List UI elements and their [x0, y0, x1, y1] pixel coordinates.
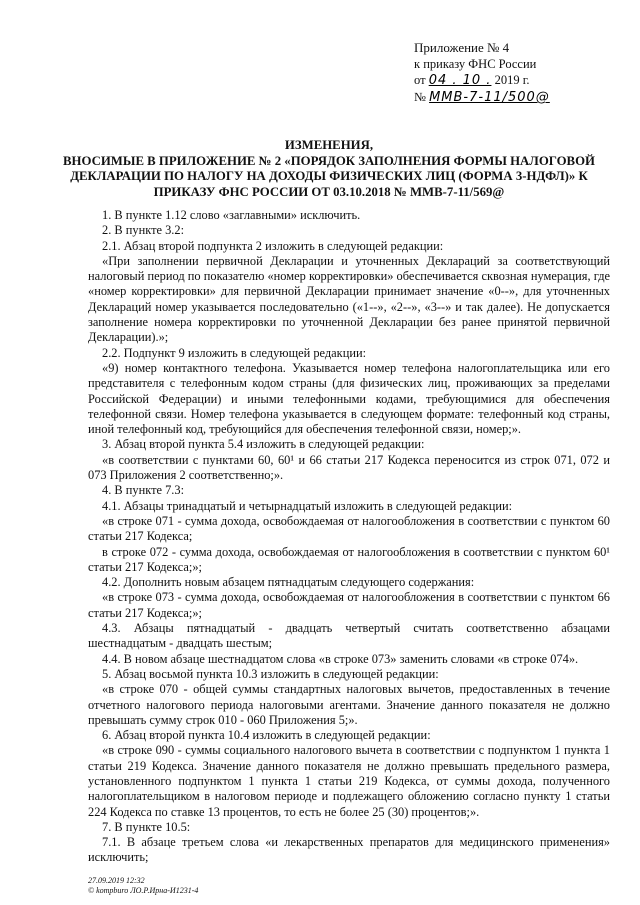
appendix-header	[414, 40, 550, 106]
paragraph: 2.1. Абзац второй подпункта 2 изложить в следующей редакции:	[102, 238, 444, 253]
paragraph: 7.1. В абзаце третьем слова «и лекарственных препаратов для медицинского применения» исключить;	[88, 835, 610, 865]
paragraph: «При заполнении первичной Декларации и уточненных Деклараций за соответствующий налоговый период по показателю «номер корректировки» обеспечивается сквозная нумерация, где «номер корректировки» для первичной Декларации принимает значение «0--», для уточненных Деклараций номер указывается последовательно («1--», «2--», «3--» и так далее). Не допускается заполнение номера корректировки по уточненной Декларации без ранее принятой первичной Декларации).»;	[88, 253, 610, 345]
paragraph: 2.2. Подпункт 9 изложить в следующей редакции:	[102, 345, 367, 360]
paragraph: «в строке 071 - сумма дохода, освобождаемая от налогообложения в соответствии с пунктом 60 статьи 217 Кодекса;	[88, 513, 610, 544]
document-title	[60, 138, 598, 200]
paragraph: в строке 072 - сумма дохода, освобождаемая от налогообложения в соответствии с пунктом 60¹ статьи 217 Кодекса;»;	[88, 544, 610, 574]
footer-file-ref: © kompburo ЛО.Р.Ирна-И1231-4	[88, 885, 199, 895]
paragraph: 4.1. Абзацы тринадцатый и четырнадцатый изложить в следующей редакции:	[102, 498, 513, 513]
appendix-number: Приложение № 4	[414, 40, 510, 55]
title-line-2: ВНОСИМЫЕ В ПРИЛОЖЕНИЕ № 2 «ПОРЯДОК ЗАПОЛНЕНИЯ ФОРМЫ НАЛОГОВОЙ ДЕКЛАРАЦИИ ПО НАЛОГУ НА ДОХОДЫ ФИЗИЧЕСКИХ ЛИЦ (ФОРМА 3-НДФЛ)» К ПРИКАЗУ ФНС РОССИИ ОТ 03.10.2018 № ММВ-7-11/569@	[63, 153, 595, 199]
paragraph: 3. Абзац второй пункта 5.4 изложить в следующей редакции:	[102, 437, 425, 452]
paragraph: 4. В пункте 7.3:	[102, 483, 185, 498]
title-line-1: ИЗМЕНЕНИЯ,	[284, 138, 374, 152]
paragraph: 7. В пункте 10.5:	[102, 819, 191, 834]
paragraph: 2. В пункте 3.2:	[102, 223, 185, 238]
paragraph: 4.2. Дополнить новым абзацем пятнадцатым следующего содержания:	[102, 575, 475, 590]
appendix-order-ref: к приказу ФНС России	[414, 57, 537, 71]
date-prefix: от	[414, 73, 426, 87]
handwritten-order-number: ММВ-7-11/500@	[429, 90, 550, 105]
handwritten-date: 04 . 10 .	[428, 73, 492, 88]
paragraph: «в строке 070 - общей суммы стандартных налоговых вычетов, предоставленных в течение отчетного налогового периода налоговыми агентами. Значение данного показателя не должно превышать сумму строк 010 - 060 Приложения 5;».	[88, 682, 610, 727]
paragraph: «в строке 090 - суммы социального налогового вычета в соответствии с подпунктом 1 пункта 1 статьи 219 Кодекса. Значение данного показателя не должно превышать предельного размера, установленного подпунктом 1 пункта 1 статьи 219 Кодекса, от суммы дохода, полученного налогоплательщиком в налоговом периоде и подлежащего обложению согласно пункту 1 статьи 224 Кодекса по ставке 13 процентов, то есть не более 25 (30) процентов;».	[88, 743, 610, 819]
paragraph: 5. Абзац восьмой пункта 10.3 изложить в следующей редакции:	[102, 666, 439, 681]
page-footer	[88, 876, 198, 895]
paragraph: 6. Абзац второй пункта 10.4 изложить в следующей редакции:	[102, 728, 431, 743]
date-year: 2019 г.	[494, 73, 530, 87]
paragraph: 1. В пункте 1.12 слово «заглавными» исключить.	[102, 208, 361, 222]
paragraph: «в соответствии с пунктами 60, 60¹ и 66 статьи 217 Кодекса переносится из строк 071, 072 и 073 Приложения 2 соответственно;».	[88, 452, 610, 483]
document-body	[88, 208, 610, 866]
paragraph: «в строке 073 - сумма дохода, освобождаемая от налогообложения в соответствии с пунктом 66 статьи 217 Кодекса;»;	[88, 590, 610, 620]
paragraph: 4.4. В новом абзаце шестнадцатом слова «в строке 073» заменить словами «в строке 074».	[102, 651, 579, 666]
paragraph: 4.3. Абзацы пятнадцатый - двадцать четвертый считать соответственно абзацами шестнадцатым - двадцать шестым;	[88, 621, 610, 651]
paragraph: «9) номер контактного телефона. Указывается номер телефона налогоплательщика или его представителя с телефонным кодом страны (для физических лиц, проживающих за пределами Российской Федерации) и иными телефонными кодами, требующимися для обеспечения телефонной связи. Номер телефона указывается в следующем формате: телефонный код страны, иной телефонный код, требующийся для обеспечения телефонной связи, номер;».	[88, 360, 610, 437]
number-prefix: №	[414, 90, 426, 104]
footer-timestamp: 27.09.2019 12:32	[88, 876, 145, 885]
appendix-date-line	[414, 72, 550, 89]
appendix-number-line	[414, 89, 550, 106]
